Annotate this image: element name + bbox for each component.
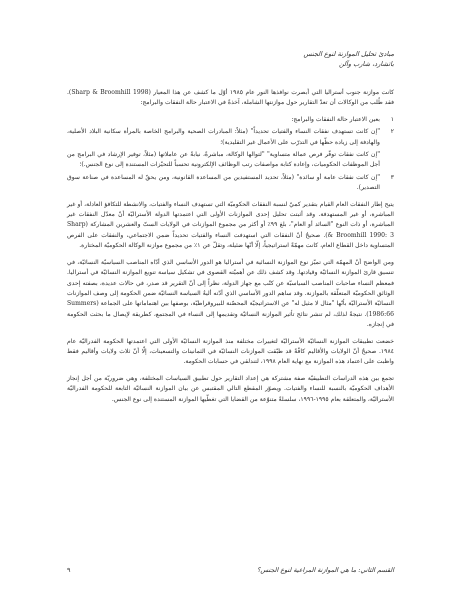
list-item xyxy=(67,150,394,171)
body-paragraph: تجمع بين هذه الدراسات التطبيقيّة صفة مشتركة هي إعداد التقارير حول تطبيق السياسات المختلفة، وهي ضروريّة من أجل إنجاز الأهداف الحكوميّة بالنسبة للنساء والفتيات. ويصوّر المقطع التالي المقتبس عن بيان الموازنة النسائيّة التابعة للحكومة الفدراليّة الأستراليّة، والمتعلقة بعام ١٩٩٥-١٩٩٦، سلسلةً متنوّعة من القضايا التي تغطّيها الموازنة المستندة إلى نوع الجنس. xyxy=(67,374,394,403)
body-text xyxy=(67,88,394,411)
body-paragraph: خضعت تطبيقات الموازنة النسائيّة الأستراليّة لتغييرات مختلفة منذ الموازنة النسائيّة الأولى التي اعتمدتها الحكومة الفدراليّة عام ١٩٨٤. صحيحٌ أنّ الولايات والأقاليم كافّةً قد طبّقت الموازنات النسائيّة في الثمانينات والتسعينات، إلّا أنّ ثلاث ولايات وأقاليم فقط واظبت على اعتماد هذه الموازنة مع نهاية العام ١٩٩٨، لتندلقي في حسابات الحكومة. xyxy=(67,337,394,366)
page-number: ٩ xyxy=(67,566,71,574)
list-item xyxy=(67,127,394,148)
list-text: "إن كانت نفقات توفّر فرص عمالة متساوية" "لتوالها الوكالة، مباشرةً، نيابةً عن عاملاتها (مثلاً، توفير الإرشاد في البرامج من أجل الموظفات الحكوميات، وإعادة كتابة مواصفات رتب الوظائف الإلكترونية تحسباً للتحيّزات المستندة إلى نوع الجنس.)؛ xyxy=(67,151,380,169)
footer-section-title: القسم الثاني: ما هي الموازنة المراعية لنوع الجنس؟ xyxy=(256,566,394,574)
running-head xyxy=(194,49,394,69)
intro-paragraph: كانت موازنة جنوب أستراليا التي أبصرت نوافذها النور عام ١٩٨٥ أوّل ما كشف عن هذا المعيار (Sharp & Broomhill 1998). فقد طُلب من الوكالات أن تعدّ التقارير حول موازنتها الشاملة، آخذةً في الاعتبار حالة النفقات والبرامج: xyxy=(67,89,394,107)
list-text: "إن كانت تستهدف نفقات النساء والفتيات تحديداً" (مثلاً: المبادرات الصحية والبرامج الخاصة بالمرأة سكانية البلاد الأصلية، والهادفة إلى زيادة حظّها في التدرّب على الأعمال غير التقليدية)؛ xyxy=(67,128,380,146)
list-text: بعين الاعتبار حالة النفقات والبرامج: xyxy=(291,115,380,123)
running-head-title: مبادئ تحليل الموازنة لنوع الجنس xyxy=(303,50,394,58)
page-footer xyxy=(67,566,394,574)
list-text: "إن كانت نفقات عامة أو سائدة" (مثلاً، تحديد المستفيدين من المساعدة القانونية، ومن يحقّ له المساعدة في صناعة سوق التصدير). xyxy=(67,173,380,192)
body-paragraph: يتيح إطار النفقات العام القيام بتقدير كميّ لنسبة النفقات الحكوميّة التي تستهدف النساء والفتيات، والانشطة للتكافؤ العادلة، أو غير المباشرة، أو غير المستهدفة. وقد أثبتت تحليل إحدى الموازنات الأولى التي اعتمدتها الدولة الأستراليّة أنّ معدّل النفقات غير المباشرة، أو ذات النوع "السائد أو العام"، بلغ ٩٩٪ أو أكثر من مجموع الموازنات في الولايات الستّ والعشرين المشاركة (Sharp & Broomhill 1990: 3). صحيحٌ أنّ النفقات التي استهدفت النساء والفتيات تحديداً ضمن الاجتماعي، والنفقات على الفرص المتساوية داخل القطاع العام، كانت مهمّةً استراتيجياً، إلّا أنّها ضئيلة، وتقلّ عن ١٪ من مجموع موازنة الوكالة الحكوميّة المختارة. xyxy=(67,200,394,250)
list-item xyxy=(67,115,394,125)
list-number: ١ xyxy=(390,115,394,123)
list-number: ٢ xyxy=(390,128,394,136)
list-number xyxy=(380,150,394,171)
list-number: ٣ xyxy=(390,173,394,181)
running-head-authors: باتشارد، شارب وآلن xyxy=(339,60,394,68)
list-item xyxy=(67,173,394,194)
body-paragraph: ومن الواضح أنّ المهمّة التي تميّز نوع الموازنة النسائية في أستراليا هو الدور الأساسي الذي أدّاه المناصب السياسيّة النسائيّة، في تنسيق قارئ الموازنة النسائيّة وقيادتها. وقد كشف ذلك عن أهميّته القصوى في تشكيل سياسة تنويع الموازنة النسائيّة في أستراليا. فمعظم النساء صاحبات المناصب السياسيّة عن كتّب مع جهاز الدولة، نظراً إلى أنّ التقرير قد صدر، في حالات عديدة، بصفته إحدى الوثائق الحكوميّة المتعلّقة بالموازنة. وقد ساهم الدور الأساسي الذي أدّته أليةُ السياسة النسائيّة ضمن الحكومة إلى وصف الموازنات النسائيّة الأستراليّة بأنّها "مثال لا مثيل له" عن الاستراتيجيّة المحصّنة للبيروقراطيّة، بوصفها بين اهتماماتها على الجماعة (Summers 1986:66). نتيجةً لذلك، لم تنشر نتائج تأثير الموازنة النسائيّة وتقديمها إلى النساء في المجتمع، كطريقة لإيصال ما بحثت الحكومة في إنجازه. xyxy=(67,258,394,329)
